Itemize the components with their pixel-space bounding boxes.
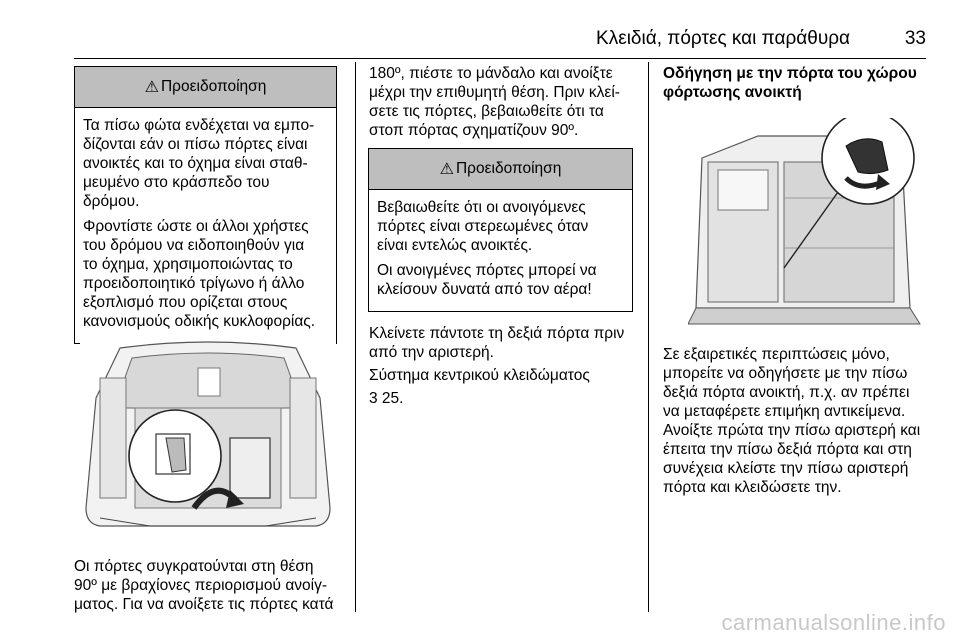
paragraph-central-locking: Σύστημα κεντρικού κλειδώματος [369,367,590,384]
paragraph-door-order: Κλείνετε πάντοτε τη δεξιά πόρτα πριν από την αριστερή. [369,325,625,361]
column-3-body [663,345,945,501]
column-divider-2 [648,62,649,612]
warning-title: Προειδοποίηση [160,78,267,95]
van-rear-doors-illustration [80,338,336,536]
warning-header [369,149,632,190]
warning-triangle-icon: ⚠ [144,79,159,96]
column-divider-1 [355,62,356,612]
header-rule [74,58,926,59]
warning-body [369,190,632,311]
warning-title: Προειδοποίηση [455,160,562,177]
warning-paragraph: Οι ανοιγμένες πόρτες μπορεί να κλείσουν δυνατά από τον αέρα! [377,262,597,298]
van-open-door-illustration [688,118,930,336]
page-reference [369,389,633,408]
warning-box-2 [368,148,633,312]
column-1-body [74,557,344,618]
column-1 [74,66,337,344]
body-text: Σε εξαιρετικές περιπτώσεις μόνο, μπορείτε να οδηγήσετε με την πίσω δεξιά πόρτα ανοικτή, π.χ. αν πρέπει να μεταφέρετε επιμήκη αντικείμενα. Ανοίξτε πρώτα την πίσω αριστερή και έπειτα την πίσω δεξιά πόρτα και στη συνέχεια κλείστε την πίσω αριστερή πόρτα και κλειδώσετε την. [663,346,921,496]
warning-paragraph: Φροντίστε ώστε οι άλλοι χρήστες του δρόμου να ειδοποιηθούν για το όχημα, χρησιμοποιώντας το προειδοποιητικό τρίγωνο ή άλλο εξοπλισμό που ορίζεται στους κανονισμούς οδικής κυκλοφορίας. [83,218,316,330]
warning-paragraph: Τα πίσω φώτα ενδέχεται να εμπο- δίζονται εάν οι πίσω πόρτες είναι ανοικτές και το όχημα είναι σταθ- μευμένο στο κράσπεδο του δρόμου. [83,117,315,210]
watermark: carmanualsonline.info [721,610,946,635]
warning-box-1 [74,66,337,344]
warning-header [75,67,336,108]
column-3 [663,64,945,106]
warning-triangle-icon: ⚠ [439,161,454,178]
warning-paragraph: Βεβαιωθείτε ότι οι ανοιγόμενες πόρτες είναι στερεωμένες όταν είναι εντελώς ανοικτές. [377,199,589,254]
page-number: 33 [904,28,926,49]
intro-text: 180º, πιέστε το μάνδαλο και ανοίξτε μέχρι την επιθυμητή θέση. Πριν κλεί- σετε τις πόρτες, βεβαιωθείτε ότι τα στοπ πόρτας σχηματίζουν 90º. [369,65,620,139]
page-reference-text: 3 25. [369,390,404,407]
header-title: Κλειδιά, πόρτες και παράθυρα [596,28,850,49]
warning-body [75,108,336,343]
column-2 [369,64,633,412]
section-heading: Οδήγηση με την πόρτα του χώρου φόρτωσης ανοικτή [663,65,917,101]
body-text: Οι πόρτες συγκρατούνται στη θέση 90º με βραχίονες περιορισμού ανοίγ- ματος. Για να ανοίξετε τις πόρτες κατά [74,558,334,613]
